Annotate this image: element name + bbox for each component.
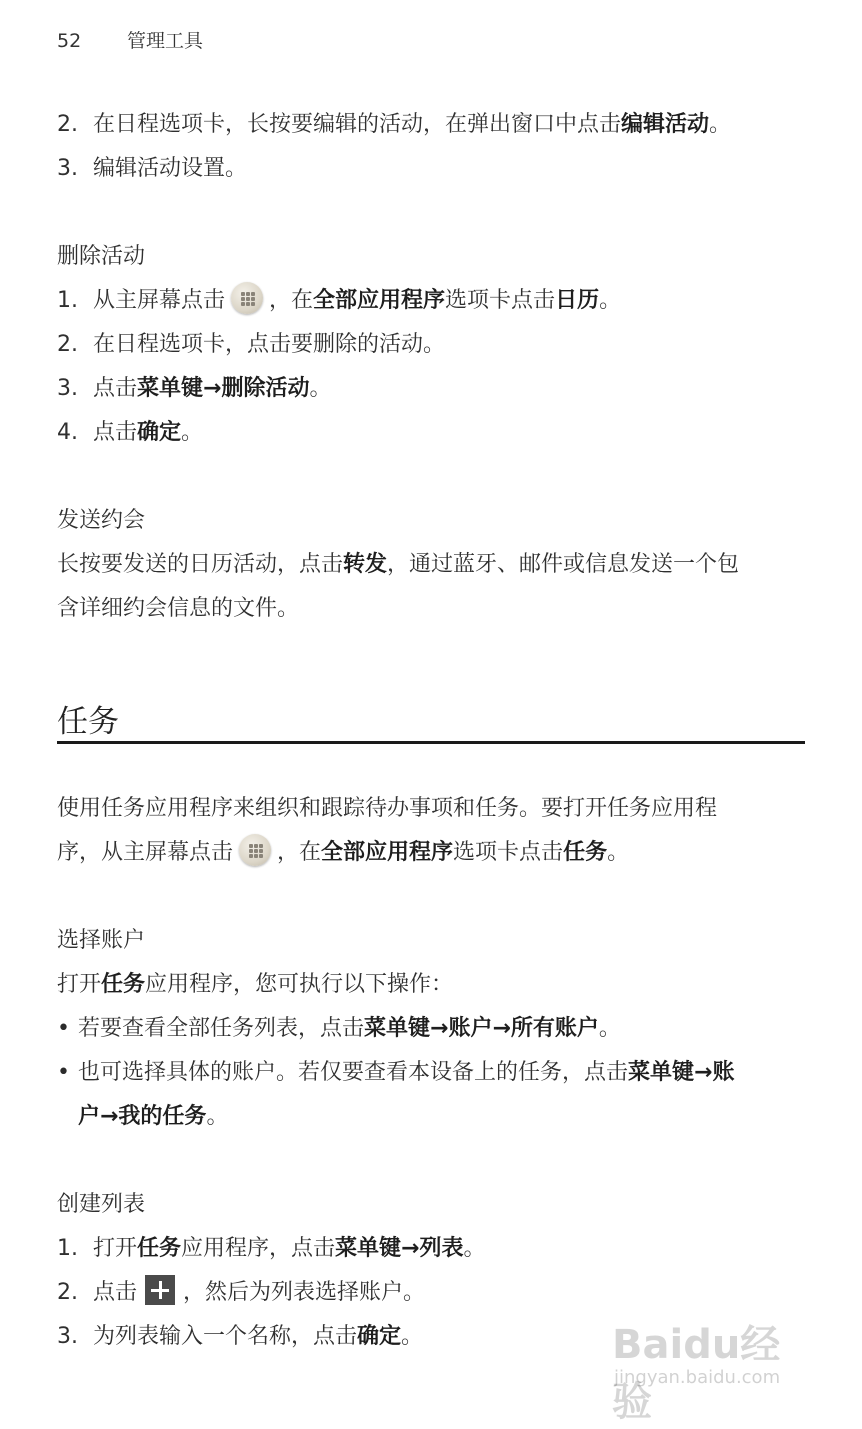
step-text: 点击 [93,1280,138,1305]
chapter-title: 管理工具 [127,30,204,52]
plus-icon [145,1275,175,1305]
paragraph-bold-text: 全部应用程序 [321,840,454,865]
account-intro [57,970,453,1000]
step-text: ，在 [269,288,314,313]
bullet-text: 若要查看全部任务列表，点击 [78,1016,365,1041]
apps-grid-icon [231,282,263,314]
step-text: 点击 [93,376,138,401]
step-text: ，然后为列表选择账户。 [183,1280,426,1305]
paragraph-text: 打开 [57,972,102,997]
step-bold-text: 编辑活动 [621,112,710,137]
create-step-2 [57,1278,425,1308]
paragraph-text-end: 。 [607,840,630,865]
paragraph-bold-text: 任务 [101,972,146,997]
step-number: 3. [57,376,78,401]
step-number: 3. [57,156,78,181]
apps-grid-icon [239,834,271,866]
create-section-title: 创建列表 [57,1192,146,1217]
step-text: 点击 [93,420,138,445]
watermark-logo: Baidu经验 [612,1322,781,1425]
page-number: 52 [57,30,82,52]
bullet-dot: • [57,1016,70,1041]
step-text-end: 。 [401,1324,424,1349]
step-text: 在日程选项卡，点击要删除的活动。 [93,332,446,357]
step-text: 打开 [93,1236,138,1261]
paragraph-text: ，通过蓝牙、邮件或信息发送一个包 [387,552,740,577]
account-section-title: 选择账户 [57,928,146,953]
page-header [57,26,203,53]
step-text-end: 。 [181,420,204,445]
step-bold-text: 菜单键→删除活动 [137,376,310,401]
step-bold-text: 确定 [137,420,182,445]
step-text: 编辑活动设置。 [93,156,248,181]
account-bullet-2-line-2 [78,1102,228,1132]
bullet-text-end: 。 [598,1016,621,1041]
delete-section-title: 删除活动 [57,244,146,269]
step-number: 2. [57,112,78,137]
step-text: 为列表输入一个名称，点击 [93,1324,358,1349]
step-number: 1. [57,1236,78,1261]
paragraph-text: 序，从主屏幕点击 [57,840,234,865]
step-text: 应用程序，点击 [181,1236,336,1261]
bullet-text-end: 。 [206,1104,229,1129]
send-section-title: 发送约会 [57,508,146,533]
bullet-text: 也可选择具体的账户。若仅要查看本设备上的任务，点击 [78,1060,629,1085]
step-text-end: 。 [463,1236,486,1261]
watermark [612,1295,812,1425]
paragraph-text: 选项卡点击 [453,840,564,865]
paragraph-text: 应用程序，您可执行以下操作： [145,972,454,997]
watermark-url: jingyan.baidu.com [614,1367,781,1388]
paragraph-text: 长按要发送的日历活动，点击 [57,552,344,577]
edit-step-3 [57,154,247,184]
step-text-end: 。 [709,112,732,137]
step-bold-text: 确定 [357,1324,402,1349]
send-paragraph-line-1 [57,550,739,580]
step-text-end: 。 [309,376,332,401]
delete-step-3 [57,374,331,404]
step-bold-text: 全部应用程序 [313,288,446,313]
delete-step-4 [57,418,203,448]
step-number: 1. [57,288,78,313]
step-number: 2. [57,332,78,357]
step-number: 4. [57,420,78,445]
bullet-dot: • [57,1060,70,1085]
step-number: 2. [57,1280,78,1305]
step-bold-text: 任务 [137,1236,182,1261]
delete-step-1 [57,286,621,316]
step-text: 选项卡点击 [445,288,556,313]
create-step-3 [57,1322,423,1352]
paragraph-bold-text: 任务 [563,840,608,865]
step-text: 在日程选项卡，长按要编辑的活动，在弹出窗口中点击 [93,112,622,137]
tasks-intro-line-2 [57,838,629,868]
section-divider [57,741,805,744]
bullet-bold-text: 菜单键→账 [628,1060,735,1085]
tasks-section-title: 任务 [57,704,119,740]
step-bold-text: 日历 [555,288,600,313]
step-text-end: 。 [599,288,622,313]
tasks-intro-line-1: 使用任务应用程序来组织和跟踪待办事项和任务。要打开任务应用程 [57,796,718,821]
bullet-bold-text: 户→我的任务 [78,1104,207,1129]
edit-step-2 [57,110,731,140]
paragraph-text: ，在 [277,840,322,865]
account-bullet-2-line-1 [78,1058,734,1088]
delete-step-2 [57,330,445,360]
paragraph-bold-text: 转发 [343,552,388,577]
step-bold-text: 菜单键→列表 [335,1236,464,1261]
bullet-bold-text: 菜单键→账户→所有账户 [364,1016,599,1041]
send-paragraph-line-2: 含详细约会信息的文件。 [57,596,300,621]
create-step-1 [57,1234,486,1264]
step-number: 3. [57,1324,78,1349]
step-text: 从主屏幕点击 [93,288,226,313]
account-bullet-1 [78,1014,621,1044]
